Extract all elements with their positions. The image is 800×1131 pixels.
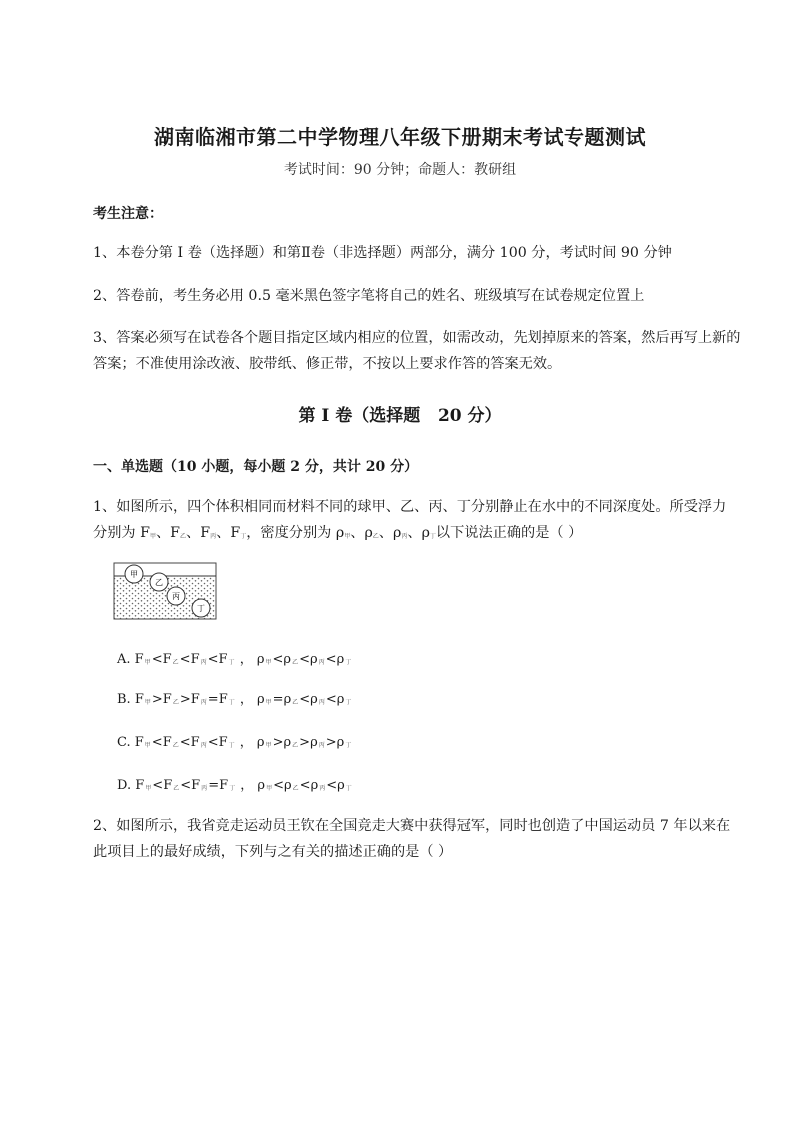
option-density-relation: > xyxy=(272,735,284,750)
question-1-line-2 xyxy=(93,520,582,550)
force-subscript: 丙 xyxy=(210,533,217,540)
question-2-line-1: 2、如图所示，我省竞走运动员王钦在全国竞走大赛中获得冠军，同时也创造了中国运动员 7 年以来在 xyxy=(93,818,731,834)
option-letter: D. xyxy=(117,778,136,793)
option-density-subscript: 丁 xyxy=(345,699,352,706)
option-density-symbol: ρ xyxy=(257,778,266,793)
option-force-symbol: F xyxy=(190,692,200,707)
option-density-symbol: ρ xyxy=(310,692,318,707)
option-force-symbol: F xyxy=(162,692,172,707)
density-symbol: ρ xyxy=(364,525,373,541)
option-density-relation: < xyxy=(325,652,337,667)
option-letter: C. xyxy=(117,735,135,750)
option-force-symbol: F xyxy=(134,692,144,707)
ball-jia xyxy=(125,565,143,583)
option-force-subscript: 丙 xyxy=(200,742,207,749)
option-letter: B. xyxy=(117,692,135,707)
ball-bing-label: 丙 xyxy=(172,592,180,601)
option-density-symbol: ρ xyxy=(283,735,292,750)
density-separator: 、 xyxy=(407,525,422,541)
option-density-subscript: 丙 xyxy=(318,699,325,706)
option-c[interactable] xyxy=(117,731,352,750)
density-symbol: ρ xyxy=(421,525,430,541)
option-force-symbol: F xyxy=(134,735,144,750)
force-separator: 、 xyxy=(186,525,201,541)
option-density-symbol: ρ xyxy=(336,652,345,667)
force-symbol: F xyxy=(230,525,241,541)
option-density-subscript: 丁 xyxy=(345,785,352,792)
density-symbol: ρ xyxy=(335,525,345,541)
option-density-subscript: 丁 xyxy=(345,742,352,749)
option-density-relation: = xyxy=(272,692,284,707)
option-a[interactable] xyxy=(117,648,352,667)
option-force-subscript: 甲 xyxy=(144,659,151,666)
option-force-subscript: 丙 xyxy=(201,785,208,792)
force-separator: 、 xyxy=(216,525,231,541)
option-force-relation: < xyxy=(207,735,219,750)
option-force-relation: = xyxy=(207,692,219,707)
ball-ding-label: 丁 xyxy=(197,604,205,613)
note-item-1: 1、本卷分第 I 卷（选择题）和第Ⅱ卷（非选择题）两部分，满分 100 分，考试时间 90 分钟 xyxy=(93,245,672,261)
option-force-relation: > xyxy=(151,692,163,707)
option-density-symbol: ρ xyxy=(337,778,345,793)
density-subscript: 丙 xyxy=(401,533,408,540)
density-separator: 、 xyxy=(378,525,393,541)
option-density-symbol: ρ xyxy=(257,692,265,707)
option-force-subscript: 丙 xyxy=(200,659,207,666)
option-density-relation: < xyxy=(325,692,337,707)
force-symbol: F xyxy=(140,525,150,541)
option-force-symbol: F xyxy=(162,735,172,750)
option-density-relation: < xyxy=(273,778,284,793)
option-force-symbol: F xyxy=(218,652,228,667)
force-symbol: F xyxy=(200,525,211,541)
option-density-subscript: 乙 xyxy=(292,785,299,792)
option-force-subscript: 乙 xyxy=(173,785,180,792)
option-density-relation: < xyxy=(299,778,311,793)
option-density-symbol: ρ xyxy=(256,652,265,667)
option-force-subscript: 乙 xyxy=(172,742,179,749)
note-item-2: 2、答卷前，考生务必用 0.5 毫米黑色签字笔将自己的姓名、班级填写在试卷规定位置上 xyxy=(93,288,645,304)
option-density-subscript: 甲 xyxy=(265,659,272,666)
option-density-symbol: ρ xyxy=(310,735,318,750)
option-force-subscript: 甲 xyxy=(144,699,151,706)
exam-subtitle: 考试时间：90 分钟；命题人：教研组 xyxy=(283,162,517,178)
option-separator: ， xyxy=(235,652,257,667)
option-force-subscript: 甲 xyxy=(144,742,151,749)
option-density-symbol: ρ xyxy=(256,735,265,750)
ball-yi-label: 乙 xyxy=(155,578,163,587)
option-force-symbol: F xyxy=(134,652,144,667)
balls-in-water-figure xyxy=(113,562,217,620)
option-density-relation: < xyxy=(299,652,310,667)
density-subscript: 甲 xyxy=(344,533,351,540)
note-item-3: 3、答案必须写在试卷各个题目指定区域内相应的位置，如需改动，先划掉原来的答案，然后再写上新的答案；不准使用涂改液、胶带纸、修正带，不按以上要求作答的答案无效。 xyxy=(93,330,741,372)
exam-title: 湖南临湘市第二中学物理八年级下册期末考试专题测试 xyxy=(154,125,646,149)
option-density-symbol: ρ xyxy=(283,692,292,707)
option-force-relation: < xyxy=(180,778,192,793)
option-force-symbol: F xyxy=(135,778,145,793)
option-force-subscript: 丁 xyxy=(228,699,235,706)
option-density-symbol: ρ xyxy=(283,652,292,667)
option-force-relation: = xyxy=(208,778,220,793)
option-density-relation: > xyxy=(299,735,311,750)
option-density-symbol: ρ xyxy=(336,735,345,750)
q1-force-list xyxy=(140,525,260,541)
option-density-symbol: ρ xyxy=(309,652,318,667)
option-force-relation: < xyxy=(179,735,191,750)
density-subscript: 乙 xyxy=(372,533,379,540)
option-density-subscript: 甲 xyxy=(265,699,272,706)
option-force-relation: < xyxy=(151,652,163,667)
section-title: 第 I 卷（选择题 20 分） xyxy=(298,406,502,426)
option-d[interactable] xyxy=(117,774,353,793)
option-density-subscript: 乙 xyxy=(292,699,299,706)
option-force-symbol: F xyxy=(163,778,173,793)
option-density-subscript: 甲 xyxy=(266,785,273,792)
q1-suffix: 以下说法正确的是（ ） xyxy=(435,525,583,541)
option-density-subscript: 丙 xyxy=(318,742,325,749)
ball-yi xyxy=(150,573,168,591)
option-force-subscript: 甲 xyxy=(145,785,152,792)
option-force-subscript: 丁 xyxy=(229,785,236,792)
question-2-line-2: 此项目上的最好成绩，下列与之有关的描述正确的是（ ） xyxy=(93,844,453,860)
option-density-relation: < xyxy=(299,692,311,707)
q1-mid: 密度分别为 xyxy=(260,525,332,541)
force-symbol: F xyxy=(170,525,181,541)
force-separator: ， xyxy=(246,525,261,541)
option-density-subscript: 甲 xyxy=(265,742,272,749)
option-force-subscript: 乙 xyxy=(172,699,179,706)
option-density-relation: < xyxy=(326,778,338,793)
ball-ding xyxy=(192,599,210,617)
option-force-symbol: F xyxy=(190,735,200,750)
option-force-relation: < xyxy=(179,652,191,667)
density-separator: 、 xyxy=(350,525,365,541)
option-separator: ， xyxy=(235,735,257,750)
option-density-relation: > xyxy=(325,735,337,750)
q1-prefix: 分别为 xyxy=(93,525,136,541)
option-force-relation: > xyxy=(179,692,191,707)
option-density-subscript: 丙 xyxy=(319,785,326,792)
option-force-symbol: F xyxy=(162,652,172,667)
option-force-symbol: F xyxy=(191,778,201,793)
notes-heading: 考生注意： xyxy=(93,206,163,222)
question-1-line-1: 1、如图所示，四个体积相同而材料不同的球甲、乙、丙、丁分别静止在水中的不同深度处。所受浮力 xyxy=(93,499,727,515)
option-force-subscript: 丙 xyxy=(200,699,207,706)
force-subscript: 丁 xyxy=(240,533,247,540)
option-force-symbol: F xyxy=(190,652,200,667)
option-force-symbol: F xyxy=(218,735,228,750)
option-density-subscript: 丁 xyxy=(345,659,352,666)
option-force-relation: < xyxy=(207,652,219,667)
option-force-subscript: 乙 xyxy=(172,659,179,666)
option-density-symbol: ρ xyxy=(336,692,345,707)
option-density-symbol: ρ xyxy=(283,778,292,793)
density-subscript: 丁 xyxy=(429,533,436,540)
option-density-subscript: 丙 xyxy=(318,659,325,666)
option-force-subscript: 丁 xyxy=(228,742,235,749)
option-force-symbol: F xyxy=(219,778,229,793)
option-separator: ， xyxy=(236,778,258,793)
force-separator: 、 xyxy=(155,525,171,541)
option-letter: A. xyxy=(117,652,135,667)
density-symbol: ρ xyxy=(393,525,402,541)
ball-bing xyxy=(167,587,185,605)
option-force-relation: < xyxy=(152,778,164,793)
force-subscript: 甲 xyxy=(149,533,156,540)
ball-jia-label: 甲 xyxy=(130,570,138,579)
option-density-subscript: 乙 xyxy=(292,659,299,666)
part-heading: 一、单选题（10 小题，每小题 2 分，共计 20 分） xyxy=(93,459,419,475)
option-density-relation: < xyxy=(272,652,284,667)
option-density-symbol: ρ xyxy=(310,778,319,793)
option-separator: ， xyxy=(235,692,257,707)
option-force-relation: < xyxy=(151,735,163,750)
option-force-subscript: 丁 xyxy=(228,659,235,666)
option-force-symbol: F xyxy=(218,692,228,707)
q1-density-list xyxy=(336,525,436,541)
option-density-subscript: 乙 xyxy=(292,742,299,749)
option-b[interactable] xyxy=(117,688,352,707)
force-subscript: 乙 xyxy=(180,533,187,540)
